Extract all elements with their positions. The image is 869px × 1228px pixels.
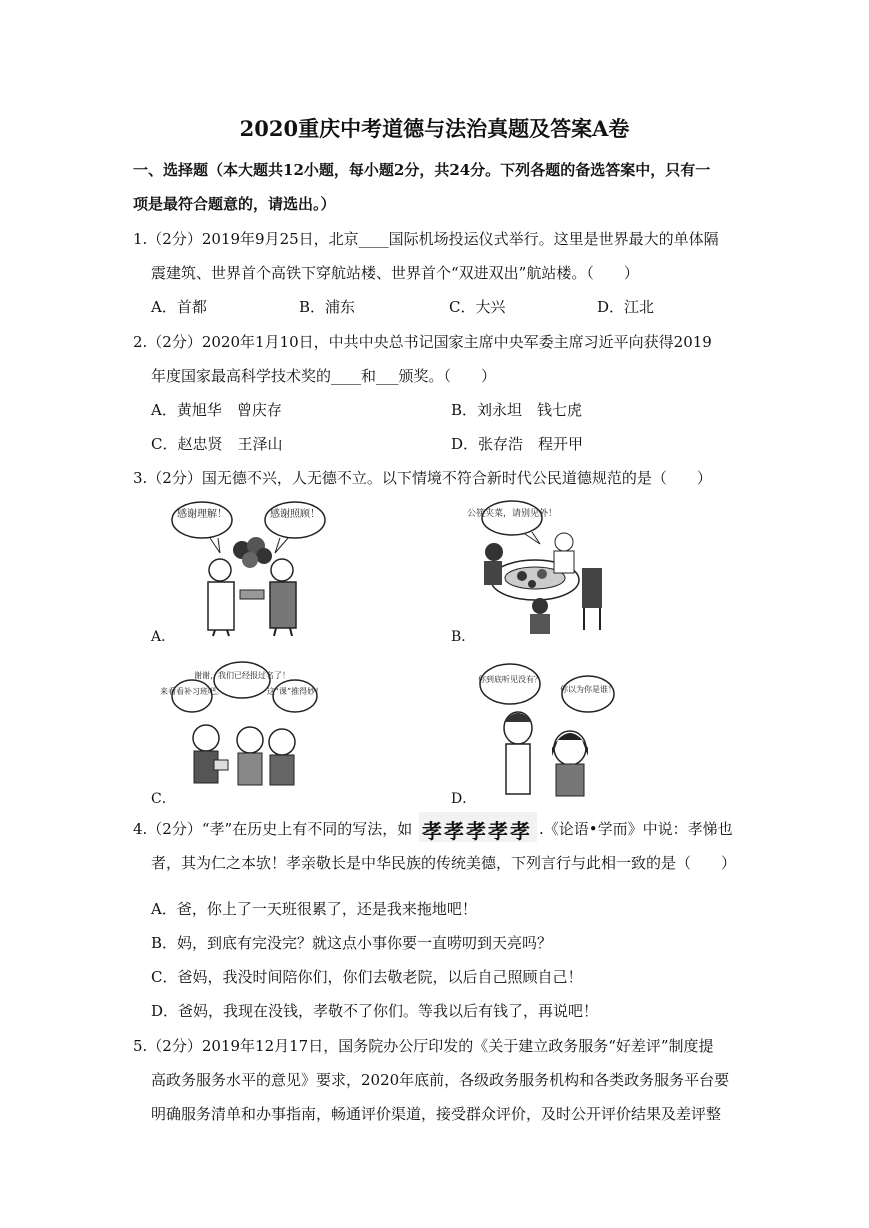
bubble-d2: 你以为你是谁！ bbox=[560, 685, 616, 694]
question-4-option-a[interactable]: A．爸，你上了一天班很累了，还是我来拖地吧！ bbox=[151, 900, 477, 918]
question-1-option-d[interactable]: D．江北 bbox=[597, 298, 655, 316]
bubble-b1: 公筷夹菜，请别见外！ bbox=[466, 509, 558, 519]
question-1-line1: 1.（2分）2019年9月25日，北京____国际机场投运仪式举行。这里是世界最大的单体隔 bbox=[133, 230, 719, 248]
cartoon-c-image[interactable] bbox=[160, 660, 324, 800]
question-5-line3: 明确服务清单和办事指南，畅通评价渠道，接受群众评价，及时公开评价结果及差评整 bbox=[151, 1105, 722, 1123]
question-4-line2: 者，其为仁之本欤！孝亲敬长是中华民族的传统美德，下列言行与此相一致的是（ ） bbox=[151, 854, 737, 872]
question-4-option-b[interactable]: B．妈，到底有完没完？就这点小事你要一直唠叨到天亮吗？ bbox=[151, 934, 553, 952]
question-4-line1-b: .《论语•学而》中说：孝悌也 bbox=[539, 820, 733, 838]
bubble-c2: 谢谢，我们已经报过名了！ bbox=[194, 671, 290, 680]
question-3-option-a[interactable]: A． bbox=[151, 629, 176, 645]
question-1-option-a[interactable]: A．首都 bbox=[151, 298, 207, 316]
bubble-a1: 感谢理解！ bbox=[177, 509, 227, 520]
cartoon-a-image[interactable] bbox=[170, 498, 330, 638]
question-3-line1: 3.（2分）国无德不兴，人无德不立。以下情境不符合新时代公民道德规范的是（ ） bbox=[133, 469, 712, 487]
question-2-option-c[interactable]: C．赵忠贤 王泽山 bbox=[151, 435, 283, 453]
section-header-line1: 一、选择题（本大题共12小题，每小题2分，共24分。下列各题的备选答案中，只有一 bbox=[133, 161, 711, 179]
question-2-line2: 年度国家最高科学技术奖的____和___颁奖。（ ） bbox=[151, 367, 497, 385]
question-2-line1: 2.（2分）2020年1月10日，中共中央总书记国家主席中央军委主席习近平向获得2019 bbox=[133, 333, 712, 351]
cartoon-d-image[interactable] bbox=[470, 660, 620, 800]
question-5-line1: 5.（2分）2019年12月17日，国务院办公厅印发的《关于建立政务服务“好差评”制度提 bbox=[133, 1037, 714, 1055]
bubble-d1: 你到底听见没有？ bbox=[478, 675, 542, 684]
question-3-option-c[interactable]: C． bbox=[151, 791, 176, 807]
question-4-option-c[interactable]: C．爸妈，我没时间陪你们，你们去敬老院，以后自己照顾自己！ bbox=[151, 968, 583, 986]
question-1-line2: 震建筑、世界首个高铁下穿航站楼、世界首个“双进双出”航站楼。（ ） bbox=[151, 264, 639, 282]
calligraphy-xiao-image bbox=[419, 812, 537, 842]
question-2-option-b[interactable]: B．刘永坦 钱七虎 bbox=[451, 401, 583, 419]
bubble-c1: 来看看补习班吧。 bbox=[160, 687, 224, 696]
bubble-a2: 感谢照顾！ bbox=[270, 509, 320, 520]
question-3-option-d[interactable]: D． bbox=[451, 791, 477, 807]
section-header-line2: 项是最符合题意的，请选出。） bbox=[133, 195, 336, 213]
page-title: 2020重庆中考道德与法治真题及答案A卷 bbox=[239, 116, 630, 141]
question-4-line1-a: 4.（2分）“孝”在历史上有不同的写法，如 bbox=[133, 820, 413, 838]
question-3-option-b[interactable]: B． bbox=[451, 629, 476, 645]
bubble-c3: 这“课”推得妙！ bbox=[266, 687, 324, 696]
calligraphy-text: 孝孝孝孝孝 bbox=[422, 819, 532, 843]
question-4-option-d[interactable]: D．爸妈，我现在没钱，孝敬不了你们。等我以后有钱了，再说吧！ bbox=[151, 1002, 599, 1020]
cartoon-b-image[interactable] bbox=[466, 498, 610, 638]
question-2-option-d[interactable]: D．张存浩 程开甲 bbox=[451, 435, 584, 453]
question-5-line2: 高政务服务水平的意见》要求，2020年底前，各级政务服务机构和各类政务服务平台要 bbox=[151, 1071, 730, 1089]
question-1-option-c[interactable]: C．大兴 bbox=[449, 298, 506, 316]
question-2-option-a[interactable]: A．黄旭华 曾庆存 bbox=[151, 401, 282, 419]
question-1-option-b[interactable]: B．浦东 bbox=[299, 298, 356, 316]
